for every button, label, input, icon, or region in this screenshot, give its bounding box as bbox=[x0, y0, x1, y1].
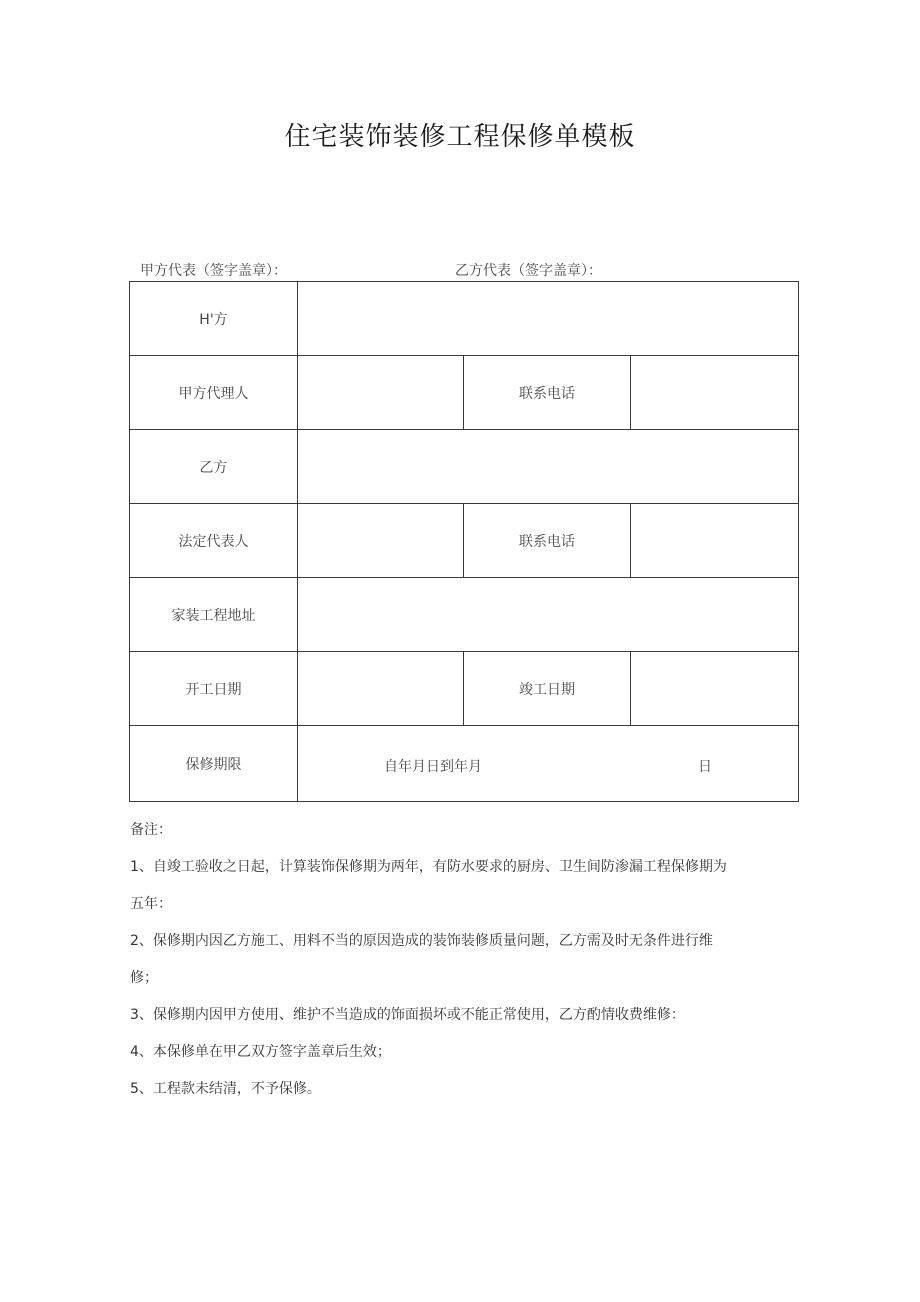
party-a-label: H'方 bbox=[130, 282, 298, 356]
phone-label: 联系电话 bbox=[464, 356, 631, 430]
warranty-period-text: 自年月日到年月 bbox=[384, 758, 482, 775]
table-row bbox=[130, 282, 799, 356]
party-a-signature-label: 甲方代表（签字盖章）： bbox=[140, 263, 287, 279]
table-row bbox=[130, 652, 799, 726]
note-line: 1、自竣工验收之日起，计算装饰保修期为两年，有防水要求的厨房、卫生间防渗漏工程保修期为 bbox=[130, 859, 727, 875]
legal-rep-field[interactable] bbox=[298, 504, 464, 578]
note-line: 5、工程款未结清，不予保修。 bbox=[130, 1081, 321, 1097]
warranty-form-table bbox=[129, 281, 799, 802]
note-line: 2、保修期内因乙方施工、用料不当的原因造成的装饰装修质量问题，乙方需及时无条件进行维 bbox=[130, 933, 713, 949]
party-b-phone-field[interactable] bbox=[631, 504, 799, 578]
party-a-agent-label: 甲方代理人 bbox=[130, 356, 298, 430]
party-a-phone-field[interactable] bbox=[631, 356, 799, 430]
start-date-label: 开工日期 bbox=[130, 652, 298, 726]
table-row bbox=[130, 726, 799, 802]
legal-rep-label: 法定代表人 bbox=[130, 504, 298, 578]
notes-heading: 备注： bbox=[130, 822, 172, 838]
party-b-field[interactable] bbox=[298, 430, 799, 504]
table-row bbox=[130, 356, 799, 430]
table-row bbox=[130, 578, 799, 652]
note-line: 4、本保修单在甲乙双方签字盖章后生效； bbox=[130, 1044, 391, 1060]
note-line: 五年： bbox=[130, 896, 172, 912]
table-row bbox=[130, 430, 799, 504]
address-label: 家装工程地址 bbox=[130, 578, 298, 652]
party-b-label: 乙方 bbox=[130, 430, 298, 504]
address-field[interactable] bbox=[298, 578, 799, 652]
start-date-field[interactable] bbox=[298, 652, 464, 726]
party-b-signature-label: 乙方代表（签字盖章）： bbox=[455, 263, 602, 279]
note-line: 3、保修期内因甲方使用、维护不当造成的饰面损坏或不能正常使用，乙方酌情收费维修： bbox=[130, 1007, 685, 1023]
note-line: 修； bbox=[130, 970, 158, 986]
end-date-field[interactable] bbox=[631, 652, 799, 726]
phone-label: 联系电话 bbox=[464, 504, 631, 578]
warranty-period-day: 日 bbox=[698, 758, 712, 775]
party-a-field[interactable] bbox=[298, 282, 799, 356]
table-row bbox=[130, 504, 799, 578]
warranty-period-field[interactable] bbox=[298, 726, 799, 802]
notes-section bbox=[130, 820, 800, 1116]
page-title: 住宅装饰装修工程保修单模板 bbox=[284, 122, 636, 152]
end-date-label: 竣工日期 bbox=[464, 652, 631, 726]
warranty-label: 保修期限 bbox=[130, 726, 298, 802]
party-a-agent-field[interactable] bbox=[298, 356, 464, 430]
